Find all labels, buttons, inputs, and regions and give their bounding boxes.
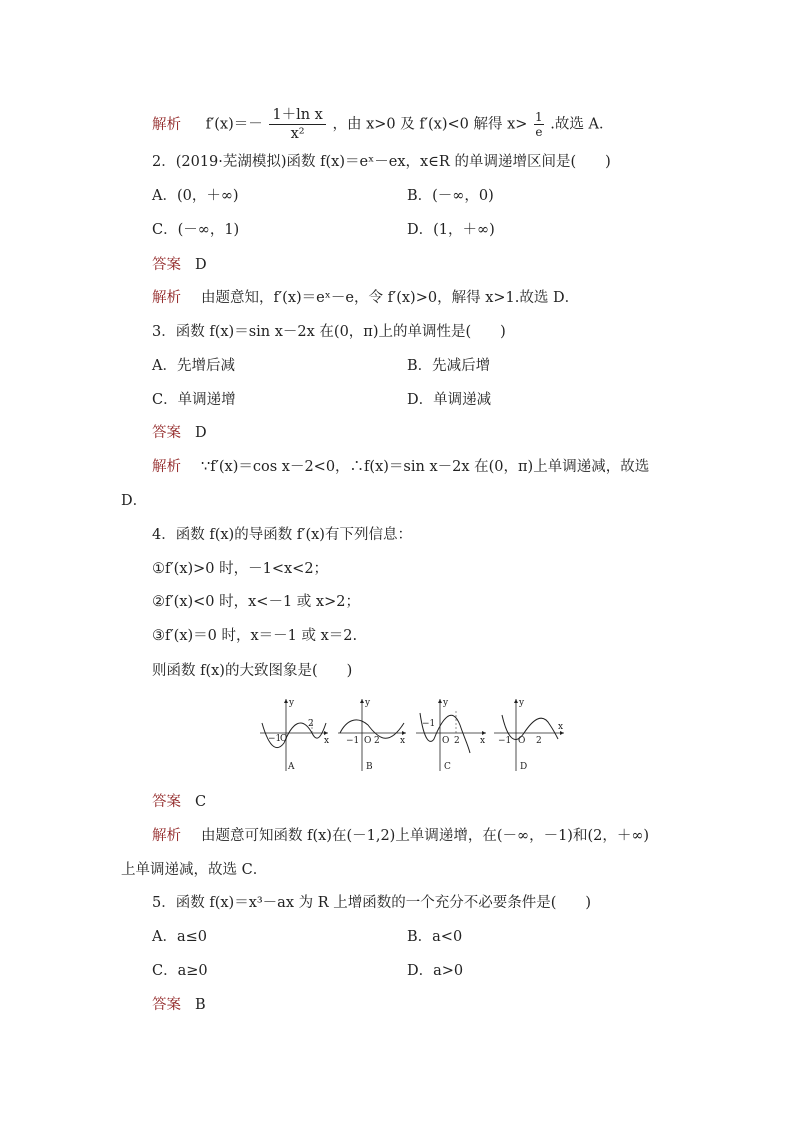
q1-solution	[152, 106, 614, 143]
svg-text:2: 2	[374, 736, 380, 746]
graph-label-c: C	[444, 762, 451, 772]
q5-option-d: D．a>0	[407, 963, 464, 979]
q3-answer-value: D	[195, 425, 207, 441]
solution-label: 解析	[152, 116, 181, 133]
q1-frac-numerator: 1＋ln x	[269, 106, 326, 125]
q3-option-c: C．单调递增	[152, 392, 236, 408]
solution-label: 解析	[152, 828, 181, 844]
q4-stem: 4．函数 f(x)的导函数 f′(x)有下列信息：	[152, 527, 412, 543]
q1-sol-text-c: .故选 A．	[550, 116, 614, 133]
q2-option-d: D．(1，＋∞)	[407, 222, 495, 238]
svg-text:O: O	[442, 736, 450, 746]
svg-text:O: O	[280, 734, 288, 744]
svg-text:x: x	[324, 736, 330, 746]
svg-text:O: O	[518, 736, 526, 746]
q2-answer-value: D	[195, 257, 207, 273]
q2-solution	[152, 288, 579, 308]
q2-option-b: B．(－∞，0)	[407, 188, 494, 204]
svg-text:−1: −1	[498, 736, 512, 746]
q3-solution-text-2: D．	[121, 493, 148, 509]
q1-frac2-denominator: e	[535, 125, 543, 139]
q1-frac-denominator: x²	[290, 126, 305, 142]
q4-info-2: ②f′(x)<0 时，x<－1 或 x>2；	[152, 594, 360, 610]
q3-stem: 3．函数 f(x)＝sin x－2x 在(0，π)上的单调性是( )	[152, 324, 506, 340]
svg-text:O: O	[364, 736, 372, 746]
q5-option-b: B．a<0	[407, 929, 463, 945]
q2-solution-text: 由题意知，f′(x)＝eˣ－e，令 f′(x)>0，解得 x>1.故选 D．	[201, 290, 580, 306]
svg-text:y: y	[519, 698, 525, 708]
answer-label: 答案	[152, 794, 181, 810]
solution-label: 解析	[152, 290, 181, 306]
answer-label: 答案	[152, 425, 181, 441]
answer-label: 答案	[152, 257, 181, 273]
svg-text:y: y	[443, 698, 449, 708]
q2-option-c: C．(－∞，1)	[152, 222, 240, 238]
q3-option-a: A．先增后减	[152, 358, 235, 374]
q5-option-c: C．a≥0	[152, 963, 208, 979]
q3-solution	[152, 457, 649, 477]
q3-option-d: D．单调递减	[407, 392, 492, 408]
q5-answer	[152, 995, 206, 1015]
q4-answer	[152, 792, 206, 812]
q3-answer	[152, 423, 207, 443]
solution-label: 解析	[152, 459, 181, 475]
q3-option-b: B．先减后增	[407, 358, 491, 374]
graph-label-b: B	[366, 762, 373, 772]
q4-graphs-svg	[258, 693, 568, 773]
q4-solution-text-1: 由题意可知函数 f(x)在(－1,2)上单调递增，在(－∞，－1)和(2，＋∞)	[201, 828, 650, 844]
graph-a	[260, 698, 329, 772]
q1-fraction-2	[534, 110, 544, 139]
svg-text:2: 2	[454, 736, 460, 746]
graph-b	[338, 698, 406, 772]
svg-text:−1: −1	[268, 734, 282, 744]
q2-option-a: A．(0，＋∞)	[152, 188, 239, 204]
svg-text:2: 2	[308, 719, 314, 729]
q4-solution	[152, 826, 649, 846]
q4-info-1: ①f′(x)>0 时，－1<x<2；	[152, 561, 329, 577]
q2-answer	[152, 255, 207, 275]
svg-text:x: x	[480, 736, 486, 746]
q4-answer-value: C	[195, 794, 207, 810]
answer-label: 答案	[152, 997, 181, 1013]
q4-question: 则函数 f(x)的大致图象是( )	[152, 663, 353, 679]
svg-text:x: x	[400, 736, 406, 746]
svg-text:2: 2	[536, 736, 542, 746]
graph-label-d: D	[520, 762, 528, 772]
q2-stem: 2．(2019·芜湖模拟)函数 f(x)＝eˣ－ex，x∈R 的单调递增区间是( )	[152, 154, 611, 170]
svg-text:y: y	[289, 698, 295, 708]
q5-answer-value: B	[195, 997, 206, 1013]
q5-stem: 5．函数 f(x)＝x³－ax 为 R 上增函数的一个充分不必要条件是( )	[152, 895, 592, 911]
q1-sol-text-b: ，由 x>0 及 f′(x)<0 解得 x>	[332, 116, 528, 133]
graph-c	[416, 698, 486, 772]
svg-text:−1: −1	[422, 719, 436, 729]
graph-d	[494, 698, 564, 772]
q1-frac2-numerator: 1	[535, 110, 543, 124]
graph-label-a: A	[288, 762, 295, 772]
q4-graph-options	[258, 693, 568, 777]
q4-solution-text-2: 上单调递减，故选 C．	[121, 862, 268, 878]
q5-option-a: A．a≤0	[152, 929, 207, 945]
svg-text:y: y	[365, 698, 371, 708]
svg-text:x: x	[558, 722, 564, 732]
q4-info-3: ③f′(x)＝0 时，x＝－1 或 x＝2.	[152, 628, 358, 644]
q3-solution-text-1: ∵f′(x)＝cos x－2<0，∴f(x)＝sin x－2x 在(0，π)上单调递减，故选	[201, 459, 650, 475]
q1-sol-text-a: f′(x)＝－	[205, 116, 263, 133]
q1-fraction	[269, 106, 326, 143]
svg-text:−1: −1	[346, 736, 360, 746]
